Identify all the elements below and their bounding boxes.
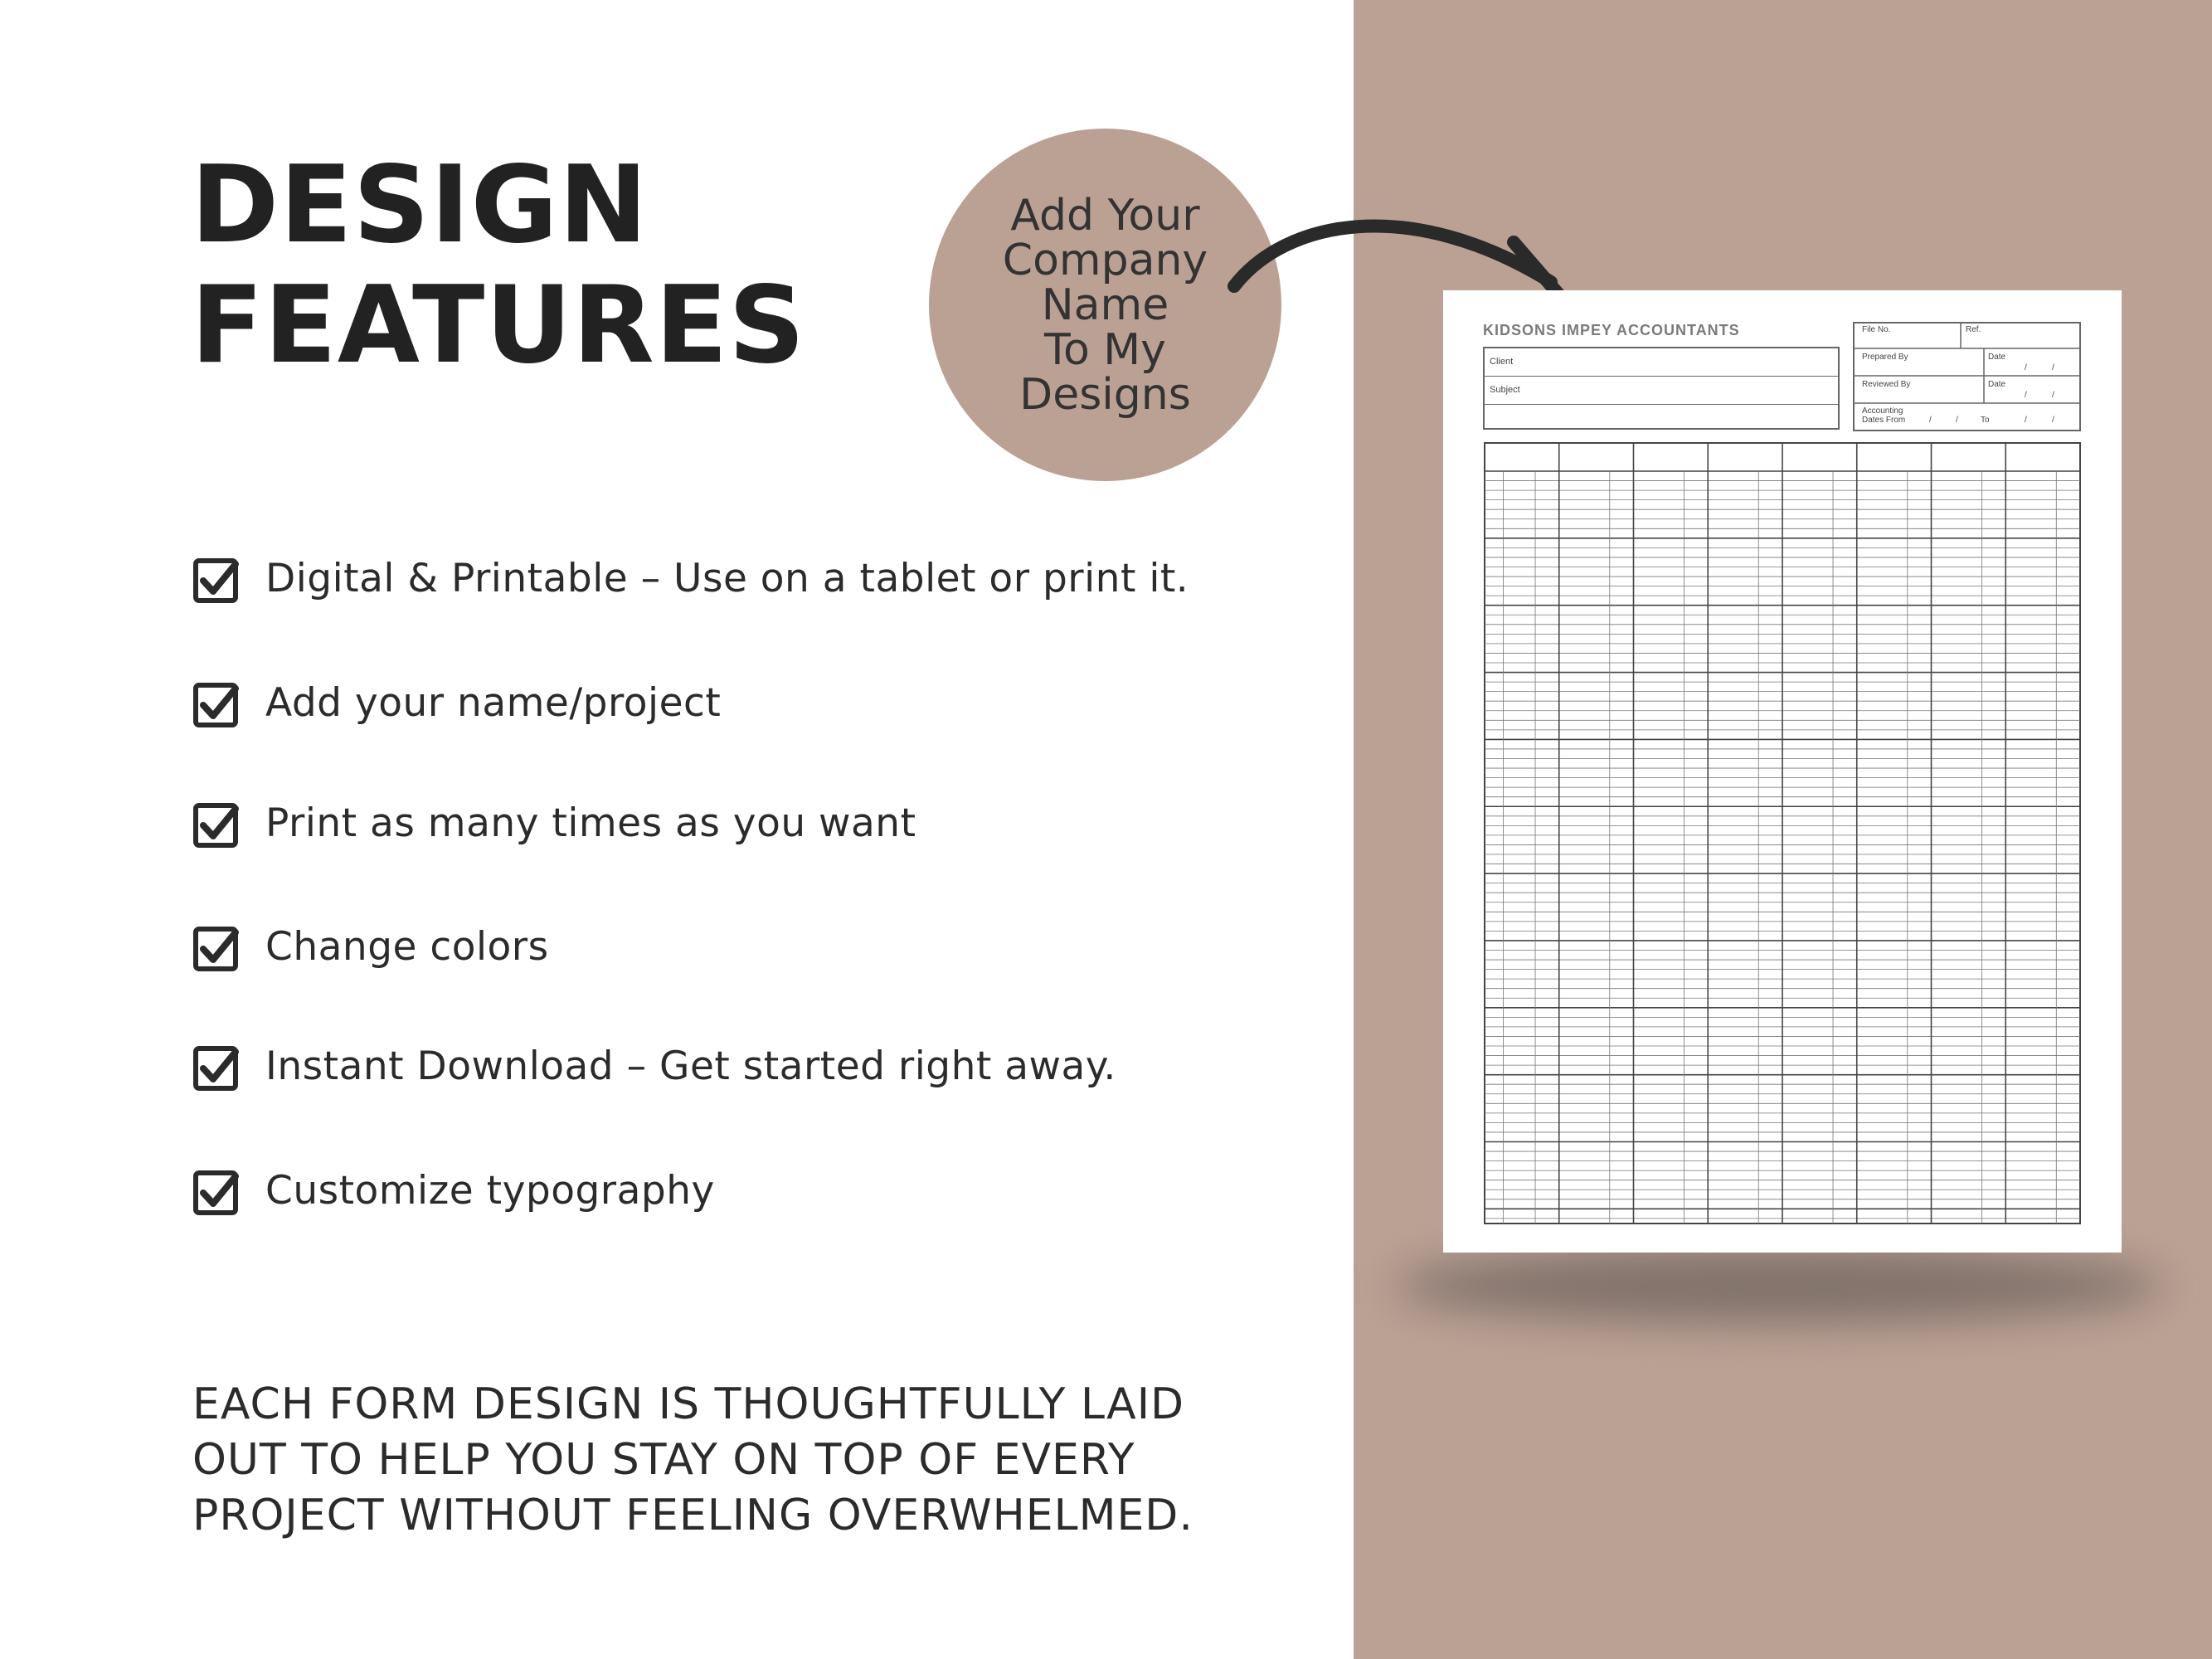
client-label: Client <box>1490 357 1514 367</box>
paper-shadow <box>1393 1248 2165 1323</box>
reviewed-by-label: Reviewed By <box>1862 380 1911 389</box>
bubble-line-5: Designs <box>1019 369 1191 420</box>
ref-label: Ref. <box>1966 325 1981 334</box>
feature-label: Instant Download – Get started right away. <box>265 1044 1116 1089</box>
footer-tagline <box>192 1377 1337 1544</box>
prepared-by-label: Prepared By <box>1862 353 1908 362</box>
bubble-line-1: Add Your <box>1010 190 1200 241</box>
bubble-line-4: To My <box>1044 324 1166 375</box>
feature-label: Change colors <box>265 924 549 970</box>
checkbox-checked-icon <box>192 679 242 728</box>
date-slash: / <box>2052 416 2054 425</box>
bubble-text <box>1002 190 1208 420</box>
subject-label: Subject <box>1490 385 1520 395</box>
accounting-label: Accounting <box>1862 406 1903 416</box>
date-slash: / <box>2052 391 2054 400</box>
heading-line-2: FEATURES <box>191 264 806 387</box>
date-slash: / <box>1956 416 1958 425</box>
checkbox-checked-icon <box>192 799 242 849</box>
checkbox-checked-icon <box>192 1166 242 1216</box>
checkbox-checked-icon <box>192 922 242 972</box>
date-slash: / <box>2025 363 2027 372</box>
heading-line-1: DESIGN <box>191 144 649 267</box>
date-slash: / <box>2025 416 2027 425</box>
feature-label: Customize typography <box>265 1168 715 1214</box>
file-info-box <box>1853 322 2081 431</box>
client-row <box>1485 348 1838 377</box>
footer-line-3: PROJECT WITHOUT FEELING OVERWHELMED. <box>192 1491 1194 1540</box>
checkbox-checked-icon <box>192 554 242 604</box>
file-no-label: File No. <box>1862 325 1891 334</box>
footer-line-1: EACH FORM DESIGN IS THOUGHTFULLY LAID <box>192 1379 1185 1429</box>
to-label: To <box>1981 416 1990 425</box>
date-label: Date <box>1988 353 2006 362</box>
footer-line-2: OUT TO HELP YOU STAY ON TOP OF EVERY <box>192 1435 1135 1485</box>
date-label: Date <box>1988 380 2006 389</box>
checkbox-checked-icon <box>192 1042 242 1092</box>
feature-label: Add your name/project <box>265 680 722 726</box>
feature-label: Print as many times as you want <box>265 800 916 846</box>
feature-label: Digital & Printable – Use on a tablet or print it. <box>265 556 1189 601</box>
form-company-name: KIDSONS IMPEY ACCOUNTANTS <box>1483 322 1740 338</box>
ledger-grid <box>1483 441 2082 1225</box>
date-slash: / <box>2052 363 2054 372</box>
bubble-line-2: Company <box>1002 235 1208 285</box>
form-preview-page <box>1443 290 2122 1253</box>
date-slash: / <box>2025 391 2027 400</box>
subject-row <box>1485 377 1838 405</box>
dates-from-label: Dates From <box>1862 416 1906 425</box>
bubble-line-3: Name <box>1041 280 1169 330</box>
date-slash: / <box>1929 416 1932 425</box>
client-subject-box <box>1483 347 1840 430</box>
